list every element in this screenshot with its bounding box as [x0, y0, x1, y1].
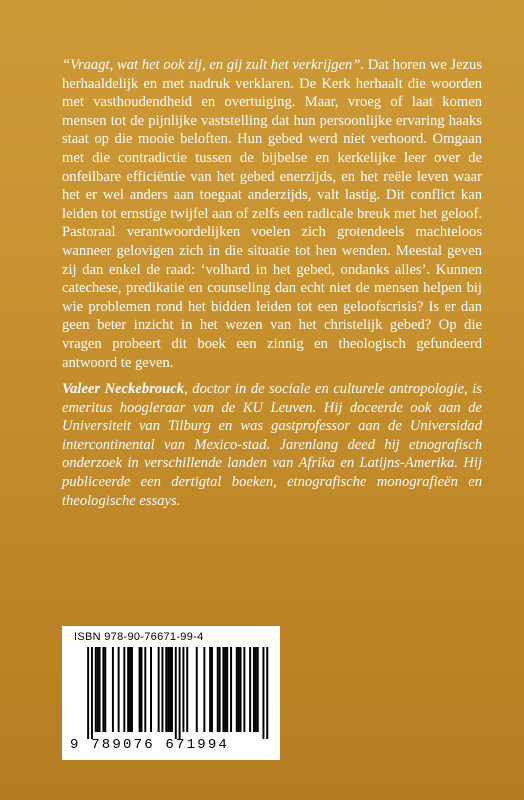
barcode-bar	[91, 647, 93, 739]
barcode-bar	[203, 647, 205, 732]
barcode-icon	[70, 647, 272, 739]
barcode-bar	[217, 647, 219, 732]
barcode-bar	[211, 647, 213, 732]
barcode-bar	[243, 647, 245, 732]
barcode-bar	[112, 647, 114, 732]
barcode-box	[62, 626, 280, 760]
barcode-bar	[219, 647, 221, 732]
barcode-bar	[253, 647, 255, 732]
barcode-bar	[230, 647, 232, 732]
barcode-bar	[238, 647, 240, 732]
barcode-bar	[127, 647, 129, 732]
barcode-bar	[99, 647, 101, 732]
barcode-bar	[104, 647, 106, 732]
barcode-bar	[141, 647, 143, 732]
barcode-bar	[158, 647, 160, 732]
isbn-label: ISBN 978-90-76671-99-4	[74, 631, 204, 643]
barcode-bar	[196, 647, 198, 732]
barcode-bar	[144, 647, 146, 732]
author-bio	[62, 380, 482, 510]
barcode-bar	[226, 647, 228, 732]
barcode-bar	[236, 647, 238, 732]
author-name: Valeer Neckebrouck	[62, 381, 185, 397]
barcode-bar	[257, 647, 259, 732]
barcode-bar	[97, 647, 99, 732]
barcode-bar	[179, 647, 181, 739]
barcode-bar	[129, 647, 131, 732]
barcode-bar	[262, 647, 264, 739]
barcode-bar	[249, 647, 251, 732]
barcode-bar	[169, 647, 171, 732]
barcode-bar	[139, 647, 141, 732]
blurb-quote: “Vraagt, wat het ook zij, en gij zult het verkrijgen”.	[62, 57, 365, 73]
barcode-bar	[266, 647, 268, 739]
barcode-bar	[165, 647, 167, 732]
barcode-bar	[175, 647, 177, 739]
barcode-bar	[161, 647, 163, 732]
author-bio-text: , doctor in de sociale en culturele antropologie, is emeritus hoogleraar van de KU Leuven. Hij doceerde ook aan de Universiteit van Tilburg en was gastprofessor aan de Universidad intercontinental van Mexico-stad. Jarenlang deed hij etnografisch onderzoek in verschillende landen van Afrika en Latijns-Amerika. Hij publiceerde een dertigtal boeken, etnografische monografieën en theologische essays.	[62, 381, 482, 509]
barcode-bar	[118, 647, 120, 732]
barcode-bar	[186, 647, 188, 732]
barcode-bar	[87, 647, 89, 739]
barcode-bar	[224, 647, 226, 732]
barcode-bar	[150, 647, 152, 732]
barcode-bar	[171, 647, 173, 732]
barcode-digits: 9 789076 671994	[70, 737, 230, 753]
barcode-bar	[240, 647, 242, 732]
barcode-bar	[167, 647, 169, 732]
barcode-bar	[123, 647, 125, 732]
barcode-bar	[209, 647, 211, 732]
barcode-bar	[222, 647, 224, 732]
blurb-paragraph	[62, 56, 482, 372]
barcode-bar	[95, 647, 97, 732]
barcode-bar	[102, 647, 104, 732]
barcode-bar	[131, 647, 133, 732]
barcode-bar	[182, 647, 184, 732]
barcode-bar	[255, 647, 257, 732]
blurb-text: Dat horen we Jezus herhaaldelijk en met nadruk verklaren. De Kerk herhaalt die woorden met vasthoudendheid en overtuiging. Maar, vroeg of laat komen mensen tot de pijnlijke vaststelling dat hun persoonlijke ervaring haaks staat op die mooie beloften. Hun gebed werd niet verhoord. Omgaan met die contradictie tussen de bijbelse en kerkelijke leer over de onfeilbare efficiëntie van het gebed enerzijds, en het reële leven waar het er wel anders aan toegaat anderzijds, valt lastig. Dit conflict kan leiden tot ernstige twijfel aan of zelfs een radicale breuk met het geloof. Pastoraal verantwoordelijken voelen zich grotendeels machteloos wanneer gelovigen zich in die situatie tot hen wenden. Meestal geven zij dan enkel de raad: ‘volhard in het gebed, ondanks alles’. Kunnen catechese, predikatie en counseling dan echt niet de mensen helpen bij wie problemen rond het bidden leiden tot een geloofscrisis? Is er dan geen beter inzicht in het wezen van het christelijk gebed? Op die vragen probeert dit boek een zinnig en theologisch gefundeerd antwoord te geven.	[62, 57, 483, 371]
